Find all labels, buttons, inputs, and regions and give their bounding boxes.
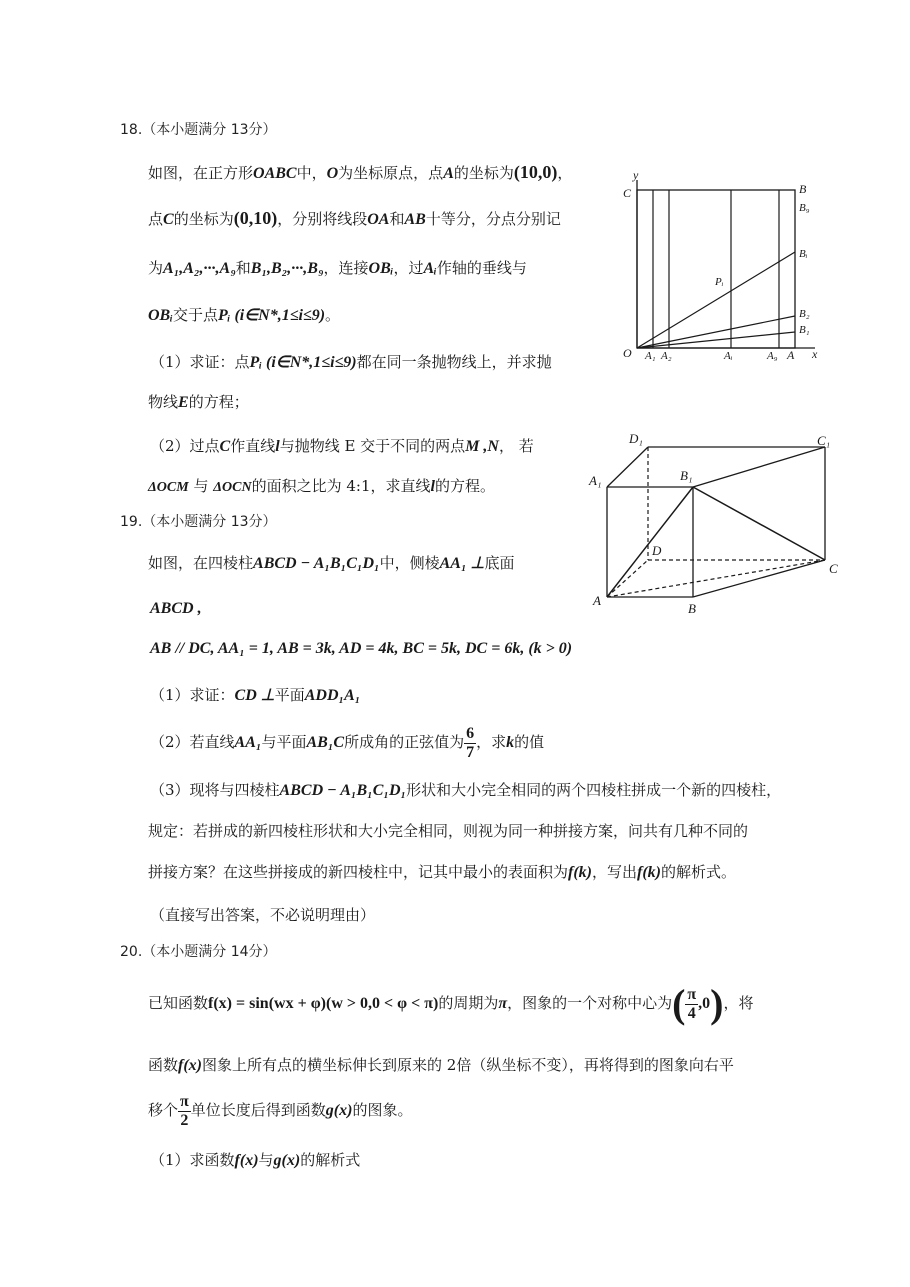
math: CD ⊥ [234, 687, 275, 704]
math: (0,10) [233, 208, 278, 228]
math: π [498, 995, 508, 1012]
text: 作轴的垂线与 [436, 259, 527, 277]
math: Pᵢ (i∈N*,1≤i≤9) [217, 307, 326, 324]
q18-part-1-cont [148, 392, 249, 413]
text: 和 [389, 210, 405, 228]
text: 交于点 [172, 306, 218, 324]
q18-part-1 [150, 352, 552, 373]
text: 为坐标原点，点 [338, 164, 444, 182]
text: 的坐标为 [173, 210, 234, 228]
text: 中， [296, 164, 327, 182]
label-a1: A₁ [589, 473, 602, 488]
q19-line-3 [150, 638, 572, 659]
text: ， 若 [498, 437, 534, 455]
text: 规定：若拼成的新四棱柱形状和大小完全相同，则视为同一种拼接方案，问共有几种不同的 [148, 822, 749, 840]
q18-line-2 [148, 208, 561, 230]
text: 。 [325, 306, 341, 324]
text: 与平面 [261, 733, 307, 751]
math: ,0 [698, 995, 711, 1012]
q19-part-3-line-2 [148, 821, 748, 841]
text: （1）求函数 [150, 1151, 235, 1169]
label-ai: Aᵢ [724, 350, 733, 362]
text: 都在同一条抛物线上，并求抛 [356, 353, 552, 371]
edge-a1d1 [607, 447, 648, 487]
label-a2: A₂ [661, 350, 672, 362]
q18-line-1 [148, 162, 572, 184]
fraction-pi-over-4 [685, 986, 698, 1023]
text: 所成角的正弦值为 [344, 733, 465, 751]
text: 形状和大小完全相同的两个四棱柱拼成一个新的四棱柱， [406, 781, 782, 799]
math: C [219, 438, 231, 455]
math: f(k) [637, 864, 661, 881]
label-c: C [623, 186, 632, 200]
text: 十等分，分点分别记 [425, 210, 561, 228]
math: g(x) [325, 1102, 353, 1119]
math: OABC [253, 165, 297, 182]
text: 的方程。 [434, 477, 495, 495]
segment-ob1 [637, 332, 795, 348]
math: OBᵢ [368, 260, 394, 277]
math: g(x) [273, 1152, 301, 1169]
text: （1）求证：点 [150, 353, 250, 371]
numerator: π [687, 985, 697, 1003]
text: 点 [148, 210, 164, 228]
edge-b1c [693, 487, 825, 560]
label-b1: B₁ [799, 324, 810, 336]
math: l [430, 478, 435, 495]
q18-part-2 [150, 436, 534, 457]
text: 已知函数 [148, 994, 209, 1012]
label-a: A [787, 348, 795, 362]
label-x: x [812, 347, 818, 361]
math: A [443, 165, 454, 182]
q19-part-3-note [150, 905, 375, 925]
math: AB₁C [306, 734, 345, 751]
math: ABCD − A₁B₁C₁D₁ [253, 555, 380, 572]
label-b: B [688, 601, 696, 616]
q20-header: 20.（本小题满分 14分） [120, 944, 277, 960]
segment-ob2 [637, 316, 795, 348]
math: M ,N [465, 438, 499, 455]
text: 的面积之比为 4:1，求直线 [251, 477, 431, 495]
text: 作直线 [230, 437, 276, 455]
text: 如图，在四棱柱 [148, 554, 254, 572]
math: Pᵢ (i∈N*,1≤i≤9) [249, 354, 357, 371]
q19-part-2 [150, 722, 544, 763]
paren-close: ) [710, 981, 724, 1026]
q19-line-1 [148, 553, 514, 574]
figure-square-parabola [615, 165, 825, 365]
label-b9: B₉ [799, 202, 810, 214]
label-bi: Bᵢ [799, 248, 808, 260]
q20-line-1 [148, 983, 754, 1024]
text: 为 [148, 259, 164, 277]
math: E [178, 394, 189, 411]
math: C [163, 211, 174, 228]
math: AA₁ [234, 734, 262, 751]
text: 的解析式 [300, 1151, 361, 1169]
q20-part-1 [150, 1150, 360, 1171]
q19-part-1 [150, 685, 360, 706]
edge-ac-hidden [607, 560, 825, 597]
q18-part-2-cont [148, 476, 495, 498]
text: ，将 [723, 994, 754, 1012]
label-d1: D₁ [629, 431, 643, 446]
denominator: 2 [180, 1111, 189, 1129]
label-c1: C₁ [817, 433, 831, 448]
figure-prism [585, 425, 850, 620]
q18-line-3 [148, 258, 527, 279]
math: O [326, 165, 339, 182]
text: ，连接 [323, 259, 369, 277]
text: ，分别将线段 [277, 210, 368, 228]
fraction-six-sevenths [464, 725, 476, 762]
text: 与抛物线 E 交于不同的两点 [279, 437, 466, 455]
math: AA₁ ⊥ [439, 555, 485, 572]
math: A₁,A₂,···,A₉ [163, 260, 236, 277]
text: 底面 [484, 554, 515, 572]
text: 的图象。 [352, 1101, 413, 1119]
label-d: D [652, 543, 662, 558]
label-c: C [829, 561, 838, 576]
math: f(k) [568, 864, 592, 881]
text: （2）若直线 [150, 733, 235, 751]
edge-ab1 [607, 487, 693, 597]
text: 函数 [148, 1056, 179, 1074]
label-b2: B₂ [799, 308, 810, 320]
text: 与 [258, 1151, 274, 1169]
q19-part-3 [150, 780, 781, 801]
math: Aᵢ [423, 260, 437, 277]
text: 图象上所有点的横坐标伸长到原来的 2倍（纵坐标不变），再将得到的图象向右平 [202, 1056, 734, 1074]
math: f(x) = sin(wx + φ)(w > 0,0 < φ < π) [208, 995, 439, 1012]
text: 平面 [274, 686, 305, 704]
math: k [506, 734, 515, 751]
text: 如图，在正方形 [148, 164, 254, 182]
text: （2）过点 [150, 437, 220, 455]
text: （直接写出答案，不必说明理由） [150, 906, 376, 924]
math: AB // DC, AA₁ = 1, AB = 3k, AD = 4k, BC = 5k, DC = 6k, (k > 0) [150, 640, 573, 657]
fraction-pi-over-2 [178, 1093, 191, 1130]
text: 和 [235, 259, 251, 277]
label-o: O [623, 346, 632, 360]
text: ，过 [393, 259, 424, 277]
label-a1: A₁ [645, 350, 656, 362]
q19-line-2 [150, 598, 202, 619]
math: ABCD , [150, 600, 202, 617]
denominator: 7 [466, 743, 475, 761]
segment-obi [637, 252, 795, 348]
text: ，求 [476, 733, 507, 751]
text: 拼接方案？在这些拼接成的新四棱柱中，记其中最小的表面积为 [148, 863, 569, 881]
math: l [275, 438, 280, 455]
q20-line-2 [148, 1055, 734, 1076]
math: f(x) [234, 1152, 259, 1169]
math: f(x) [178, 1057, 202, 1074]
text: 单位长度后得到函数 [190, 1101, 326, 1119]
text: 的方程； [188, 393, 249, 411]
math: B₁,B₂,···,B₉ [250, 260, 324, 277]
text: 的坐标为 [453, 164, 514, 182]
text: ，写出 [592, 863, 638, 881]
square-oabc [637, 190, 795, 348]
text: 的解析式。 [661, 863, 737, 881]
numerator: 6 [466, 724, 475, 742]
numerator: π [180, 1092, 189, 1110]
paren-open: ( [672, 981, 686, 1026]
text: 物线 [148, 393, 179, 411]
label-b: B [799, 182, 807, 196]
text: ， [557, 164, 573, 182]
text: （1）求证： [150, 686, 235, 704]
denominator: 4 [687, 1004, 696, 1022]
math: ABCD − A₁B₁C₁D₁ [279, 782, 407, 799]
math: ΔOCN [213, 480, 252, 495]
label-y: y [633, 168, 639, 182]
math: (10,0) [513, 162, 558, 182]
label-pi: Pᵢ [715, 276, 724, 288]
math: ΔOCM [148, 480, 189, 495]
math: OBᵢ [148, 307, 173, 324]
label-b1: B₁ [680, 468, 693, 483]
math: AB [404, 211, 426, 228]
text: （3）现将与四棱柱 [150, 781, 280, 799]
text: 与 [193, 477, 209, 495]
q18-header: 18.（本小题满分 13分） [120, 122, 277, 138]
q20-line-3 [148, 1090, 412, 1131]
edge-b1c1 [693, 447, 825, 487]
q18-line-4 [148, 305, 340, 326]
math: ADD₁A₁ [304, 687, 361, 704]
label-a: A [593, 593, 601, 608]
q19-header: 19.（本小题满分 13分） [120, 514, 277, 530]
text: 的值 [514, 733, 545, 751]
text: 中，侧棱 [379, 554, 440, 572]
text: ，图象的一个对称中心为 [507, 994, 673, 1012]
text: 移个 [148, 1101, 179, 1119]
math: OA [367, 211, 390, 228]
label-a9: A₉ [767, 350, 778, 362]
q19-part-3-line-3 [148, 862, 736, 883]
text: 的周期为 [438, 994, 499, 1012]
